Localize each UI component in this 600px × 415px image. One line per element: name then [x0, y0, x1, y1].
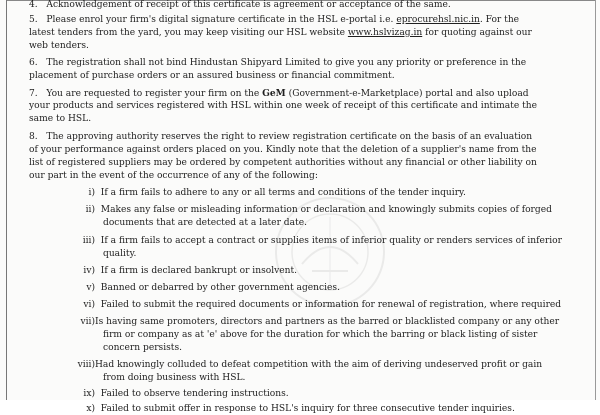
sub-item-vii-line-2: firm or company as at 'e' above for the duration for which the barring or black listing of sister [103, 330, 538, 340]
sub-item-vi: vi) Failed to submit the required documents or information for renewal of registration, where required [83, 300, 562, 310]
website-link[interactable]: www.hslvizag.in [347, 28, 423, 38]
sub-item-ii-line-1: ii) Makes any false or misleading information or declaration and knowingly submits copies of forged [85, 205, 552, 215]
item-7-line-2: your products and services registered with HSL within one week of receipt of this certificate and intimate the [29, 101, 537, 111]
item-7-line-1: 7. You are requested to register your firm on the GeM (Government-e-Marketplace) portal and also upload [29, 88, 529, 99]
item-6-line-2: placement of purchase orders or an assured business or financial commitment. [29, 71, 395, 81]
sub-item-v: v) Banned or debarred by other government agencies. [86, 283, 340, 293]
sub-item-vii-line-1: vii)Is having same promoters, directors and partners as the barred or blacklisted company or any other [80, 317, 560, 327]
item-8-line-2: of your performance against orders placed on you. Kindly note that the deletion of a supplier's name from the [29, 145, 537, 155]
sub-item-iii-line-1: iii) If a firm fails to accept a contract or supplies items of inferior quality or renders services of inferior [82, 236, 562, 246]
sub-item-viii-line-2: from doing business with HSL. [103, 373, 246, 383]
eprocure-link[interactable]: eprocurehsl.nic.in [396, 15, 480, 25]
item-8-line-3: list of registered suppliers may be ordered by competent authorities without any financial or other liability on [29, 158, 537, 168]
item-7-line-3: same to HSL. [29, 114, 92, 124]
sub-item-vii-line-3: concern persists. [103, 343, 182, 353]
sub-item-iv: iv) If a firm is declared bankrupt or insolvent. [83, 266, 298, 276]
sub-item-iii-line-2: quality. [103, 249, 137, 259]
item-5-line-2: latest tenders from the yard, you may keep visiting our HSL website www.hslvizag.in for quoting against our [29, 28, 532, 38]
item-6-line-1: 6. The registration shall not bind Hindustan Shipyard Limited to give you any priority or preference in the [29, 58, 527, 68]
sub-item-viii-line-1: viii)Had knowingly colluded to defeat competition with the aim of deriving undeserved profit or gain [77, 360, 543, 370]
item-4: 4. Acknowledgement of receipt of this certificate is agreement or acceptance of the same. [29, 0, 451, 10]
sub-item-ii-line-2: documents that are detected at a later date. [103, 218, 307, 228]
item-5-line-1: 5. Please enrol your firm's digital signature certificate in the HSL e-portal i.e. eprocurehsl.nic.in. For the [29, 15, 520, 25]
page-border-left [6, 0, 7, 400]
item-5-line-3: web tenders. [29, 41, 89, 51]
item-8-line-4: our part in the event of the occurrence of any of the following: [29, 171, 318, 181]
sub-item-i: i) If a firm fails to adhere to any or all terms and conditions of the tender inquiry. [88, 188, 466, 198]
item-8-line-1: 8. The approving authority reserves the right to review registration certificate on the basis of an evaluation [29, 132, 533, 142]
sub-item-ix: ix) Failed to observe tendering instructions. [83, 389, 289, 399]
sub-item-x: x) Failed to submit offer in response to HSL's inquiry for three consecutive tender inquiries. [86, 404, 515, 414]
page-border-right [595, 0, 596, 400]
